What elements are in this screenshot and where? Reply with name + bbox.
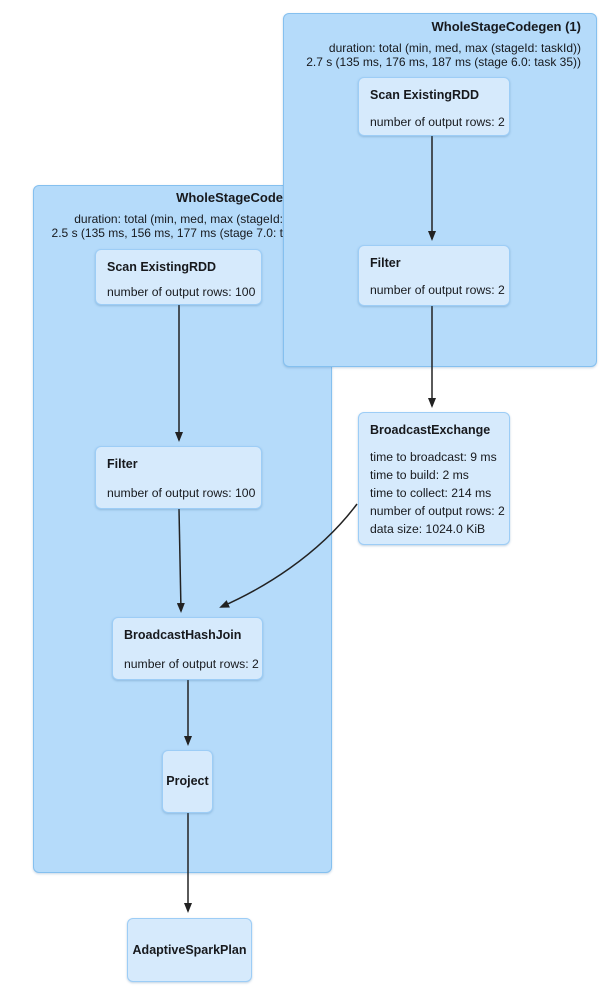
metric-line: number of output rows: 100 [107, 486, 256, 500]
node-title: Scan ExistingRDD [107, 260, 217, 274]
node-metrics [370, 281, 505, 299]
metric-line: number of output rows: 2 [124, 657, 259, 671]
node-title: BroadcastHashJoin [124, 628, 242, 642]
node-title: Scan ExistingRDD [370, 88, 480, 102]
cluster-title: WholeStageCodegen (1) [431, 19, 581, 34]
node-metrics [124, 655, 259, 673]
metric-line: number of output rows: 2 [370, 283, 505, 297]
node-metrics [107, 484, 256, 502]
node-title: AdaptiveSparkPlan [132, 942, 247, 957]
node-project [162, 750, 213, 813]
metric-line: time to broadcast: 9 ms [370, 450, 497, 464]
node-metrics [370, 448, 505, 538]
node-title: Filter [370, 256, 401, 270]
cluster-duration-line2: 2.5 s (135 ms, 156 ms, 177 ms (stage 7.0: t [51, 225, 283, 240]
metric-line: time to collect: 214 ms [370, 486, 492, 500]
node-title: Filter [107, 457, 138, 471]
node-filter-left [95, 446, 262, 509]
cluster-duration-line1: duration: total (min, med, max (stageId: [74, 212, 283, 226]
node-metrics [107, 283, 256, 301]
node-scan-existingrdd-left [95, 249, 262, 305]
cluster-duration [33, 213, 283, 240]
cluster-duration-line2: 2.7 s (135 ms, 176 ms, 187 ms (stage 6.0: task 35)) [306, 54, 581, 69]
metric-line: number of output rows: 2 [370, 504, 505, 518]
cluster-duration-line1: duration: total (min, med, max (stageId: taskId)) [328, 41, 581, 55]
node-adaptive-spark-plan [127, 918, 252, 982]
node-filter-right [358, 245, 510, 306]
metric-line: number of output rows: 2 [370, 115, 505, 129]
metric-line: time to build: 2 ms [370, 468, 469, 482]
metric-line: number of output rows: 100 [107, 285, 256, 299]
node-broadcast-exchange [358, 412, 510, 545]
cluster-wholestagecodegen-2-label [33, 190, 283, 240]
node-title: Project [166, 774, 209, 788]
node-title: BroadcastExchange [370, 423, 491, 437]
node-broadcast-hash-join [112, 617, 263, 680]
metric-line: data size: 1024.0 KiB [370, 522, 486, 536]
cluster-title: WholeStageCode [176, 190, 283, 205]
cluster-wholestagecodegen-1-label [283, 19, 581, 69]
cluster-duration [283, 42, 581, 69]
node-metrics [370, 113, 505, 131]
node-scan-existingrdd-right [358, 77, 510, 136]
